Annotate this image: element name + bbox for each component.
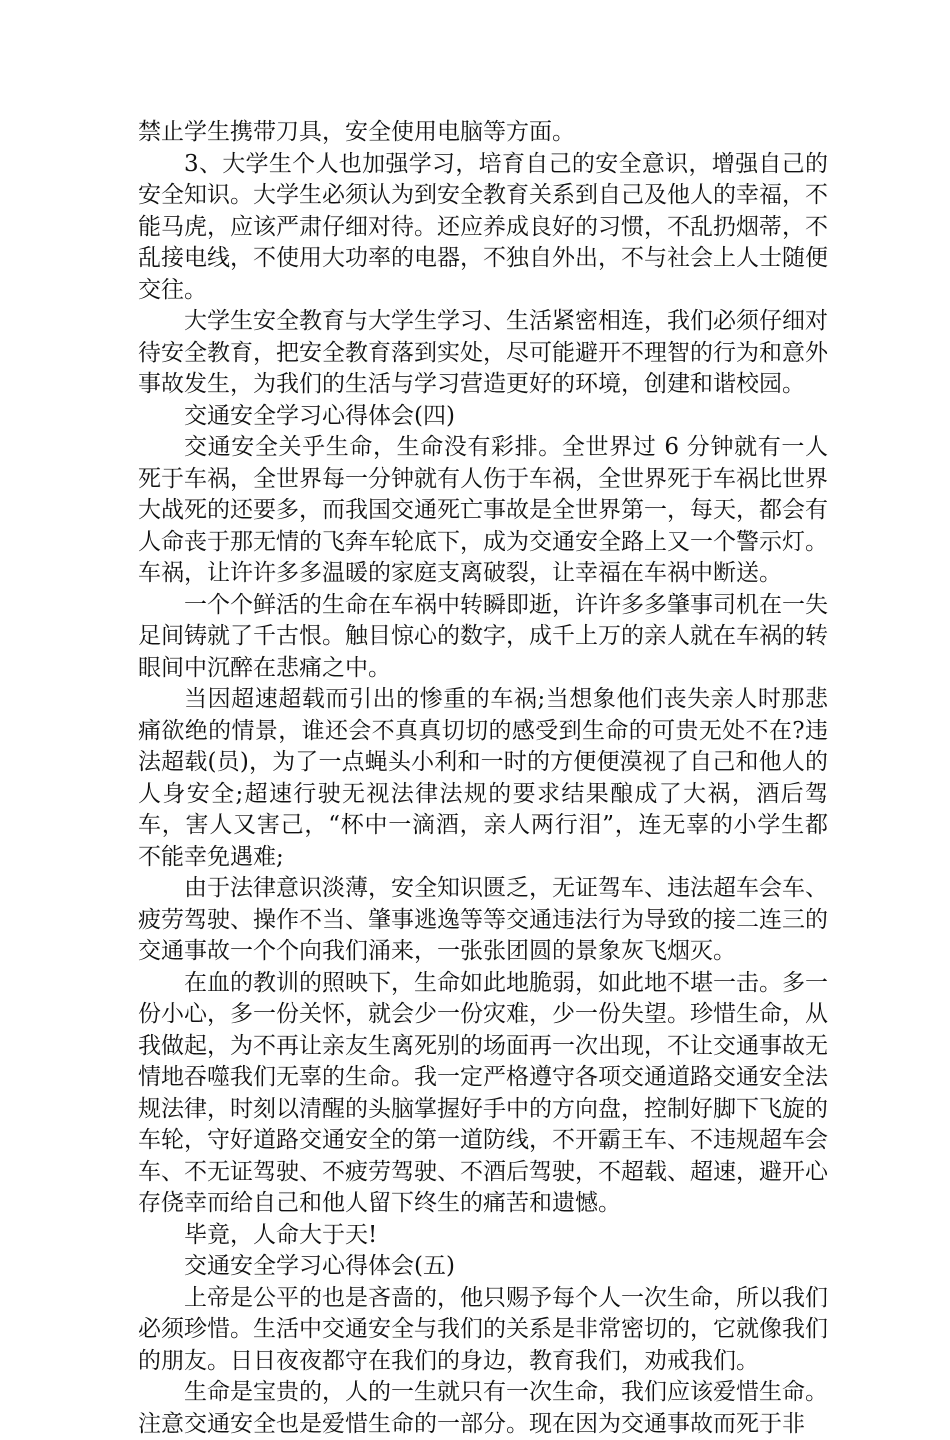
paragraph: 一个个鲜活的生命在车祸中转瞬即逝，许许多多肇事司机在一失足间铸就了千古恨。触目惊心的数字，成千上万的亲人就在车祸的转眼间中沉醉在悲痛之中。 bbox=[138, 591, 828, 681]
paragraph: 毕竟，人命大于天! bbox=[184, 1221, 378, 1248]
paragraph: 上帝是公平的也是吝啬的，他只赐予每个人一次生命，所以我们必须珍惜。生活中交通安全与我们的关系是非常密切的，它就像我们的朋友。日日夜夜都守在我们的身边，教育我们，劝戒我们。 bbox=[138, 1284, 828, 1374]
section-heading: 交通安全学习心得体会(五) bbox=[184, 1253, 455, 1279]
paragraph-continuation: 禁止学生携带刀具，安全使用电脑等方面。 bbox=[138, 119, 575, 145]
paragraph: 在血的教训的照映下，生命如此地脆弱，如此地不堪一击。多一份小心，多一份关怀，就会少一份灾难，少一份失望。珍惜生命，从我做起，为不再让亲友生离死别的场面再一次出现，不让交通事故无情地吞噬我们无辜的生命。我一定严格遵守各项交通道路交通安全法规法律，时刻以清醒的头脑掌握好手中的方向盘，控制好脚下飞旋的车轮，守好道路交通安全的第一道防线，不开霸王车、不违规超车会车、不无证驾驶、不疲劳驾驶、不酒后驾驶，不超载、超速，避开心存侥幸而给自己和他人留下终生的痛苦和遗憾。 bbox=[138, 969, 828, 1216]
paragraph: 由于法律意识淡薄，安全知识匮乏，无证驾车、违法超车会车、疲劳驾驶、操作不当、肇事逃逸等等交通违法行为导致的接二连三的交通事故一个个向我们涌来，一张张团圆的景象灰飞烟灭。 bbox=[138, 875, 828, 964]
paragraph: 生命是宝贵的，人的一生就只有一次生命，我们应该爱惜生命。注意交通安全也是爱惜生命的一部分。现在因为交通事故而死于非 bbox=[138, 1379, 828, 1437]
paragraph: 3、大学生个人也加强学习，培育自己的安全意识，增强自己的安全知识。大学生必须认为到安全教育关系到自己及他人的幸福，不能马虎，应该严肃仔细对待。还应养成良好的习惯，不乱扔烟蒂，不乱接电线，不使用大功率的电器，不独自外出，不与社会上人士随便交往。 bbox=[138, 150, 828, 303]
paragraph: 大学生安全教育与大学生学习、生活紧密相连，我们必须仔细对待安全教育，把安全教育落到实处，尽可能避开不理智的行为和意外事故发生，为我们的生活与学习营造更好的环境，创建和谐校园。 bbox=[138, 308, 828, 397]
paragraph: 交通安全关乎生命，生命没有彩排。全世界过 6 分钟就有一人死于车祸，全世界每一分钟就有人伤于车祸，全世界死于车祸比世界大战死的还要多，而我国交通死亡事故是全世界第一，每天，都会有人命丧于那无情的飞奔车轮底下，成为交通安全路上又一个警示灯。车祸，让许许多多温暖的家庭支离破裂，让幸福在车祸中断送。 bbox=[138, 434, 828, 586]
document-body bbox=[138, 117, 828, 1440]
paragraph: 当因超速超载而引出的惨重的车祸;当想象他们丧失亲人时那悲痛欲绝的情景，谁还会不真真切切的感受到生命的可贵无处不在?违法超载(员)，为了一点蝇头小利和一时的方便便漠视了自己和他人的人身安全;超速行驶无视法律法规的要求结果酿成了大祸，酒后驾车，害人又害己，“杯中一滴酒，亲人两行泪”，连无辜的小学生都不能幸免遇难; bbox=[138, 686, 828, 870]
section-heading: 交通安全学习心得体会(四) bbox=[184, 402, 455, 429]
